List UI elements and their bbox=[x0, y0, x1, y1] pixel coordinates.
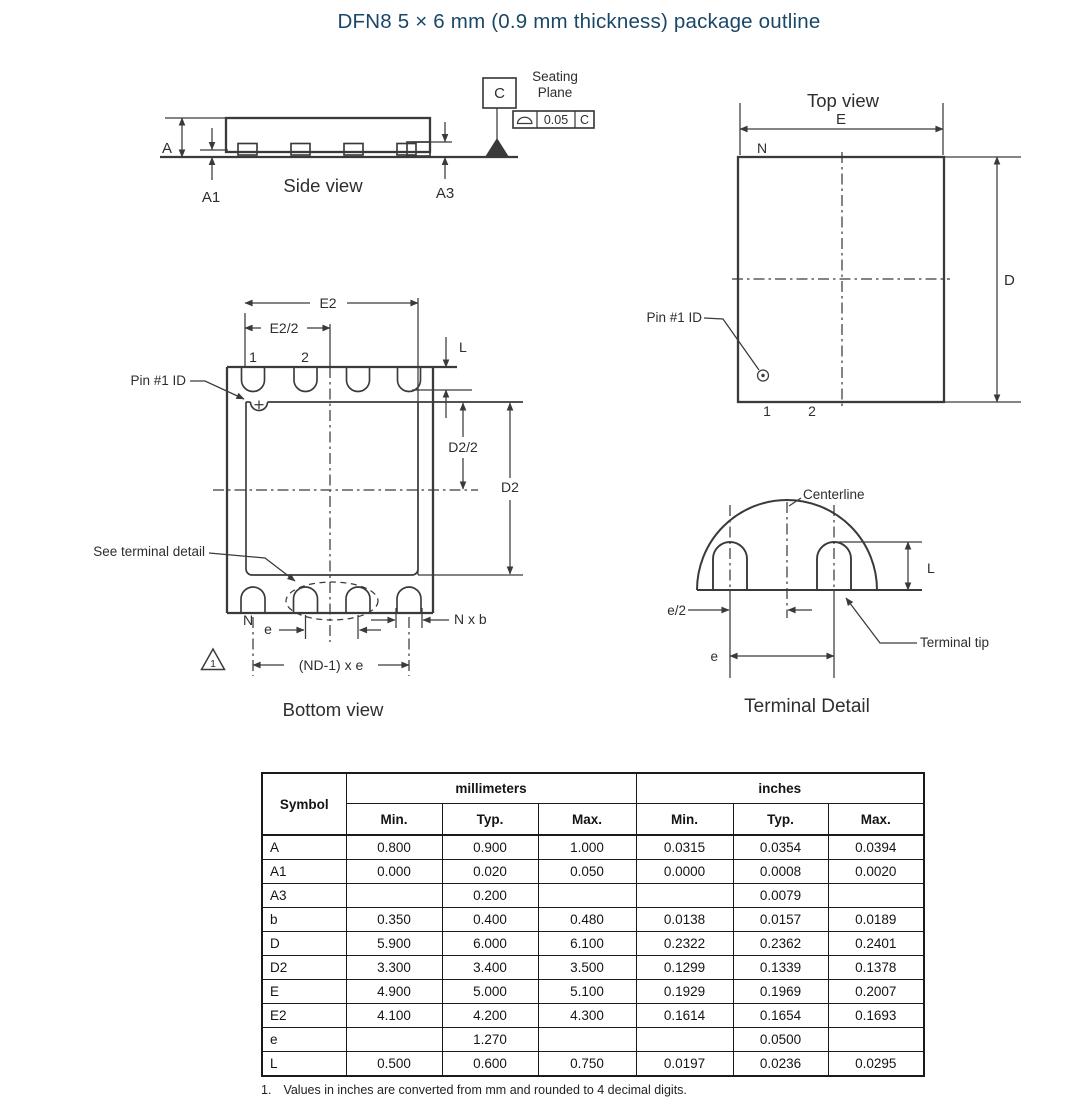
exposed-pad-outline bbox=[213, 401, 523, 576]
page-title: DFN8 5 × 6 mm (0.9 mm thickness) package outline bbox=[337, 10, 821, 33]
table-cell: 0.800 bbox=[346, 835, 442, 860]
table-cell: 6.100 bbox=[538, 932, 636, 956]
symbol-cell: A bbox=[262, 835, 346, 860]
in-typ-header: Typ. bbox=[733, 804, 828, 836]
flatness-symbol-icon bbox=[518, 117, 532, 123]
symbol-cell: E2 bbox=[262, 1004, 346, 1028]
table-row bbox=[262, 860, 924, 884]
table-cell: 0.0000 bbox=[636, 860, 733, 884]
bottom-terminal-2 bbox=[294, 587, 318, 613]
table-cell: 0.0197 bbox=[636, 1052, 733, 1077]
side-view-caption: Side view bbox=[283, 175, 363, 196]
top-view-package-outline bbox=[732, 152, 950, 408]
table-cell: 3.300 bbox=[346, 956, 442, 980]
table-cell: 0.400 bbox=[442, 908, 538, 932]
seating-plane-text-1: Seating bbox=[532, 69, 578, 84]
bottom-terminal-4 bbox=[397, 587, 421, 613]
table-row bbox=[262, 980, 924, 1004]
side-view-drawing bbox=[60, 58, 620, 223]
mm-max-header: Max. bbox=[538, 804, 636, 836]
table-cell bbox=[636, 884, 733, 908]
terminal-detail-annotations bbox=[667, 487, 989, 664]
table-cell: 0.1929 bbox=[636, 980, 733, 1004]
pin-count-label: N bbox=[756, 140, 768, 156]
table-cell bbox=[346, 884, 442, 908]
note-ref-number: 1 bbox=[210, 658, 216, 670]
terminal-detail-callout-ellipse bbox=[286, 582, 378, 620]
table-cell bbox=[538, 1028, 636, 1052]
bottom-view-bottom-dimensions bbox=[202, 608, 487, 676]
table-row bbox=[262, 908, 924, 932]
table-cell: 0.2362 bbox=[733, 932, 828, 956]
dim-a3-label: A3 bbox=[435, 185, 455, 202]
table-cell: 0.1969 bbox=[733, 980, 828, 1004]
table-row bbox=[262, 1004, 924, 1028]
datum-c-label: C bbox=[494, 85, 505, 102]
table-cell: 3.400 bbox=[442, 956, 538, 980]
table-cell: 0.0079 bbox=[733, 884, 828, 908]
table-row bbox=[262, 1028, 924, 1052]
table-cell: 0.0020 bbox=[828, 860, 924, 884]
table-cell: 0.1378 bbox=[828, 956, 924, 980]
table-cell: 4.200 bbox=[442, 1004, 538, 1028]
pin1-id-label: Pin #1 ID bbox=[130, 373, 186, 388]
mm-min-header: Min. bbox=[346, 804, 442, 836]
table-cell: 0.480 bbox=[538, 908, 636, 932]
table-cell: 5.900 bbox=[346, 932, 442, 956]
table-cell bbox=[828, 884, 924, 908]
table-row bbox=[262, 1052, 924, 1077]
dim-d-label: D bbox=[1004, 272, 1015, 289]
table-cell bbox=[636, 1028, 733, 1052]
table-cell: 0.900 bbox=[442, 835, 538, 860]
flatness-datum-ref: C bbox=[579, 113, 590, 127]
table-cell: 1.000 bbox=[538, 835, 636, 860]
table-cell: 0.000 bbox=[346, 860, 442, 884]
table-cell: 0.2007 bbox=[828, 980, 924, 1004]
inches-header: inches bbox=[636, 773, 924, 804]
table-cell: 0.350 bbox=[346, 908, 442, 932]
dim-e-label: e bbox=[710, 649, 718, 664]
millimeters-header: millimeters bbox=[346, 773, 636, 804]
table-cell: 0.020 bbox=[442, 860, 538, 884]
table-cell: 0.0138 bbox=[636, 908, 733, 932]
top-terminal-1 bbox=[242, 367, 265, 392]
pin-number-2: 2 bbox=[808, 403, 816, 419]
footnote-number: 1. bbox=[261, 1083, 272, 1097]
table-cell: 0.2322 bbox=[636, 932, 733, 956]
datum-target-triangle bbox=[485, 138, 509, 157]
table-cell: 1.270 bbox=[442, 1028, 538, 1052]
bottom-view-caption: Bottom view bbox=[282, 699, 384, 720]
table-cell: 0.1299 bbox=[636, 956, 733, 980]
dim-e2-label: E2 bbox=[319, 295, 337, 311]
pin-number-2: 2 bbox=[301, 349, 309, 365]
symbol-cell: D bbox=[262, 932, 346, 956]
dim-e-label: E bbox=[835, 111, 847, 128]
terminal-detail-drawing bbox=[640, 465, 1060, 725]
symbol-cell: A1 bbox=[262, 860, 346, 884]
table-cell: 0.0236 bbox=[733, 1052, 828, 1077]
top-terminal-3 bbox=[347, 367, 370, 392]
table-cell: 4.900 bbox=[346, 980, 442, 1004]
symbol-cell: D2 bbox=[262, 956, 346, 980]
table-row bbox=[262, 884, 924, 908]
symbol-header: Symbol bbox=[262, 773, 346, 835]
pin1-leader-line bbox=[190, 381, 244, 399]
table-cell: 4.100 bbox=[346, 1004, 442, 1028]
dimension-table-container bbox=[261, 772, 925, 1077]
table-row bbox=[262, 932, 924, 956]
dimension-table bbox=[261, 772, 925, 1077]
footnote-text: Values in inches are converted from mm and rounded to 4 decimal digits. bbox=[283, 1083, 687, 1097]
symbol-cell: L bbox=[262, 1052, 346, 1077]
table-footnote bbox=[261, 1083, 687, 1097]
table-cell: 4.300 bbox=[538, 1004, 636, 1028]
dim-a-label: A bbox=[161, 140, 173, 157]
side-view-package-outline bbox=[160, 118, 518, 157]
table-cell: 0.2401 bbox=[828, 932, 924, 956]
terminal-tip-label: Terminal tip bbox=[920, 635, 990, 650]
table-cell: 0.0295 bbox=[828, 1052, 924, 1077]
seating-plane-datum bbox=[483, 69, 594, 157]
table-cell: 0.750 bbox=[538, 1052, 636, 1077]
dim-e2-half-label: E2/2 bbox=[269, 320, 299, 336]
table-row bbox=[262, 956, 924, 980]
symbol-cell: A3 bbox=[262, 884, 346, 908]
table-row bbox=[262, 835, 924, 860]
table-cell: 0.0500 bbox=[733, 1028, 828, 1052]
table-cell: 0.0157 bbox=[733, 908, 828, 932]
pin1-id-label: Pin #1 ID bbox=[646, 310, 702, 325]
in-min-header: Min. bbox=[636, 804, 733, 836]
symbol-cell: b bbox=[262, 908, 346, 932]
table-cell: 0.0315 bbox=[636, 835, 733, 860]
dim-d2-label: D2 bbox=[501, 479, 519, 495]
centerline-label: Centerline bbox=[803, 487, 865, 502]
table-cell: 0.1654 bbox=[733, 1004, 828, 1028]
symbol-cell: E bbox=[262, 980, 346, 1004]
dim-d2-half-label: D2/2 bbox=[448, 439, 478, 455]
bottom-view-drawing bbox=[55, 290, 585, 730]
bottom-terminal-1 bbox=[241, 587, 265, 613]
bottom-terminal-3 bbox=[346, 587, 370, 613]
in-max-header: Max. bbox=[828, 804, 924, 836]
dim-nd1e-label: (ND-1) x e bbox=[298, 657, 364, 673]
dim-nxb-label: N x b bbox=[454, 611, 487, 627]
terminal-detail-caption: Terminal Detail bbox=[744, 696, 870, 717]
table-cell: 0.0189 bbox=[828, 908, 924, 932]
table-cell: 0.600 bbox=[442, 1052, 538, 1077]
dim-e-half-label: e/2 bbox=[667, 603, 686, 618]
bottom-view-top-dimensions bbox=[242, 295, 418, 642]
top-view-dimensions bbox=[740, 103, 1021, 402]
table-cell: 0.0354 bbox=[733, 835, 828, 860]
terminal-detail-leader-line bbox=[209, 553, 295, 581]
dim-e-pitch-label: e bbox=[264, 621, 272, 637]
table-cell: 0.0008 bbox=[733, 860, 828, 884]
table-cell: 0.200 bbox=[442, 884, 538, 908]
pin1-leader-line bbox=[704, 318, 759, 370]
table-cell: 0.1693 bbox=[828, 1004, 924, 1028]
top-view-drawing bbox=[620, 82, 1060, 427]
table-cell: 0.1614 bbox=[636, 1004, 733, 1028]
symbol-cell: e bbox=[262, 1028, 346, 1052]
see-terminal-detail-label: See terminal detail bbox=[93, 544, 205, 559]
table-cell: 0.0394 bbox=[828, 835, 924, 860]
bottom-view-left-annotations bbox=[93, 373, 378, 620]
table-cell: 0.1339 bbox=[733, 956, 828, 980]
pin-number-1: 1 bbox=[763, 403, 771, 419]
table-cell: 6.000 bbox=[442, 932, 538, 956]
terminal-tip-leader-line bbox=[846, 598, 917, 643]
flatness-tolerance: 0.05 bbox=[543, 113, 569, 127]
pin-number-1: 1 bbox=[249, 349, 257, 365]
table-cell bbox=[346, 1028, 442, 1052]
terminal-detail-outline bbox=[697, 500, 922, 678]
table-cell: 3.500 bbox=[538, 956, 636, 980]
flatness-control-frame bbox=[513, 111, 594, 128]
table-cell: 0.050 bbox=[538, 860, 636, 884]
pin-count-label: N bbox=[242, 612, 254, 628]
dim-a1-label: A1 bbox=[201, 189, 221, 206]
table-cell: 0.500 bbox=[346, 1052, 442, 1077]
table-cell bbox=[828, 1028, 924, 1052]
table-cell: 5.100 bbox=[538, 980, 636, 1004]
top-view-caption: Top view bbox=[807, 90, 879, 111]
bottom-view-right-dimensions bbox=[412, 337, 523, 575]
top-terminal-4 bbox=[398, 367, 421, 392]
table-cell: 5.000 bbox=[442, 980, 538, 1004]
dim-l-label: L bbox=[459, 339, 467, 355]
table-cell bbox=[538, 884, 636, 908]
mm-typ-header: Typ. bbox=[442, 804, 538, 836]
dim-l-label: L bbox=[927, 560, 935, 576]
top-terminal-2 bbox=[294, 367, 317, 392]
seating-plane-text-2: Plane bbox=[537, 85, 573, 100]
